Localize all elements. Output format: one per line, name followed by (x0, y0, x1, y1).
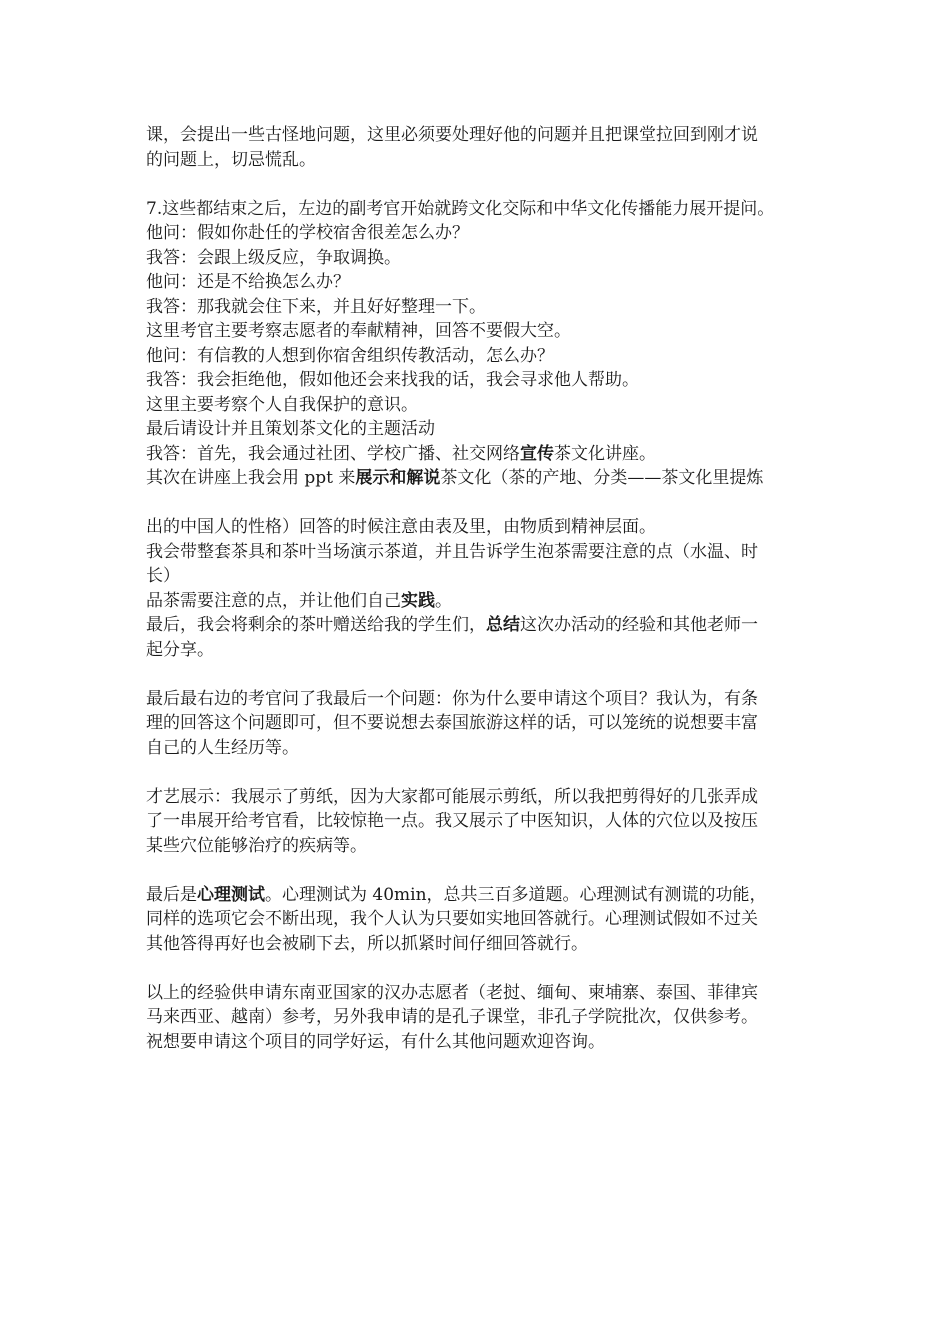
text-line: 以上的经验供申请东南亚国家的汉办志愿者（老挝、缅甸、柬埔寨、泰国、菲律宾 (146, 982, 758, 1003)
text-line: 的问题上，切忌慌乱。 (146, 149, 316, 170)
text-line: 最后请设计并且策划茶文化的主题活动 (146, 419, 435, 439)
paragraph-psych-test (146, 883, 816, 957)
text-line (146, 883, 816, 908)
text-segment: 茶文化（茶的产地、分类——茶文化里提炼 (440, 468, 764, 488)
text-line: 同样的选项它会不断出现，我个人认为只要如实地回答就行。心理测试假如不过关 (146, 909, 758, 929)
paragraph-gap (146, 858, 816, 883)
text-line: 才艺展示：我展示了剪纸，因为大家都可能展示剪纸，所以我把剪得好的几张弄成 (146, 786, 758, 807)
text-line: 起分享。 (146, 639, 214, 660)
text-line: 他问：假如你赴任的学校宿舍很差怎么办？ (146, 223, 469, 243)
text-line: 课，会提出一些古怪地问题，这里必须要处理好他的问题并且把课堂拉回到刚才说 (146, 125, 758, 145)
text-line: 7.这些都结束之后，左边的副考官开始就跨文化交际和中华文化传播能力展开提问。 (146, 198, 775, 219)
text-segment: 茶文化讲座。 (554, 443, 656, 464)
text-segment: 。心理测试为 40min，总共三百多道题。心理测试有测谎的功能， (265, 884, 767, 905)
bold-text: 宣传 (520, 443, 554, 464)
text-line: 我答：那我就会住下来，并且好好整理一下。 (146, 296, 486, 317)
text-line (146, 466, 816, 491)
text-line: 最后最右边的考官问了我最后一个问题：你为什么要申请这个项目？我认为，有条 (146, 688, 758, 709)
bold-text: 心理测试 (197, 884, 265, 905)
paragraph-intercultural-interview (146, 197, 816, 663)
bold-text: 展示和解说 (355, 468, 441, 488)
text-line: 理的回答这个问题即可，但不要说想去泰国旅游这样的话，可以笼统的说想要丰富 (146, 713, 758, 733)
paragraph-closing (146, 981, 816, 1055)
text-line: 了一串展开给考官看，比较惊艳一点。我又展示了中医知识，人体的穴位以及按压 (146, 811, 758, 831)
text-segment: 其次在讲座上我会用 ppt 来 (146, 468, 356, 488)
text-segment: 品茶需要注意的点，并让他们自己 (146, 590, 401, 611)
paragraph-gap (146, 956, 816, 981)
text-segment: 。 (435, 590, 452, 611)
text-line (146, 613, 816, 638)
text-line: 他问：有信教的人想到你宿舍组织传教活动，怎么办？ (146, 345, 554, 366)
document-page (146, 123, 816, 1054)
paragraph-gap (146, 662, 816, 687)
text-line: 其他答得再好也会被刷下去，所以抓紧时间仔细回答就行。 (146, 933, 588, 954)
text-line: 他问：还是不给换怎么办？ (146, 272, 350, 292)
paragraph-classroom-questions (146, 123, 816, 172)
text-segment: 最后，我会将剩余的茶叶赠送给我的学生们， (146, 615, 486, 635)
paragraph-talent-show (146, 785, 816, 859)
paragraph-gap (146, 760, 816, 785)
text-line: 这里主要考察个人自我保护的意识。 (146, 394, 418, 415)
text-line: 这里考官主要考察志愿者的奉献精神，回答不要假大空。 (146, 321, 571, 341)
text-segment: 我答：首先，我会通过社团、学校广播、社交网络 (146, 443, 520, 464)
text-line: 长） (146, 566, 180, 586)
text-line: 我会带整套茶具和茶叶当场演示茶道，并且告诉学生泡茶需要注意的点（水温、时 (146, 541, 758, 562)
paragraph-final-question (146, 687, 816, 761)
text-segment: 这次办活动的经验和其他老师一 (520, 615, 758, 635)
line-gap (146, 491, 816, 516)
text-line (146, 589, 816, 614)
text-line (146, 442, 816, 467)
text-line: 马来西亚、越南）参考，另外我申请的是孔子课堂，非孔子学院批次，仅供参考。 (146, 1007, 758, 1027)
paragraph-gap (146, 172, 816, 197)
bold-text: 总结 (486, 615, 520, 635)
text-line: 某些穴位能够治疗的疾病等。 (146, 835, 367, 856)
text-line: 我答：会跟上级反应，争取调换。 (146, 247, 401, 268)
bold-text: 实践 (401, 590, 435, 611)
text-line: 出的中国人的性格）回答的时候注意由表及里，由物质到精神层面。 (146, 517, 656, 537)
text-line: 我答：我会拒绝他，假如他还会来找我的话，我会寻求他人帮助。 (146, 370, 639, 390)
text-line: 祝想要申请这个项目的同学好运，有什么其他问题欢迎咨询。 (146, 1031, 605, 1052)
text-line: 自己的人生经历等。 (146, 737, 299, 758)
text-segment: 最后是 (146, 884, 197, 905)
